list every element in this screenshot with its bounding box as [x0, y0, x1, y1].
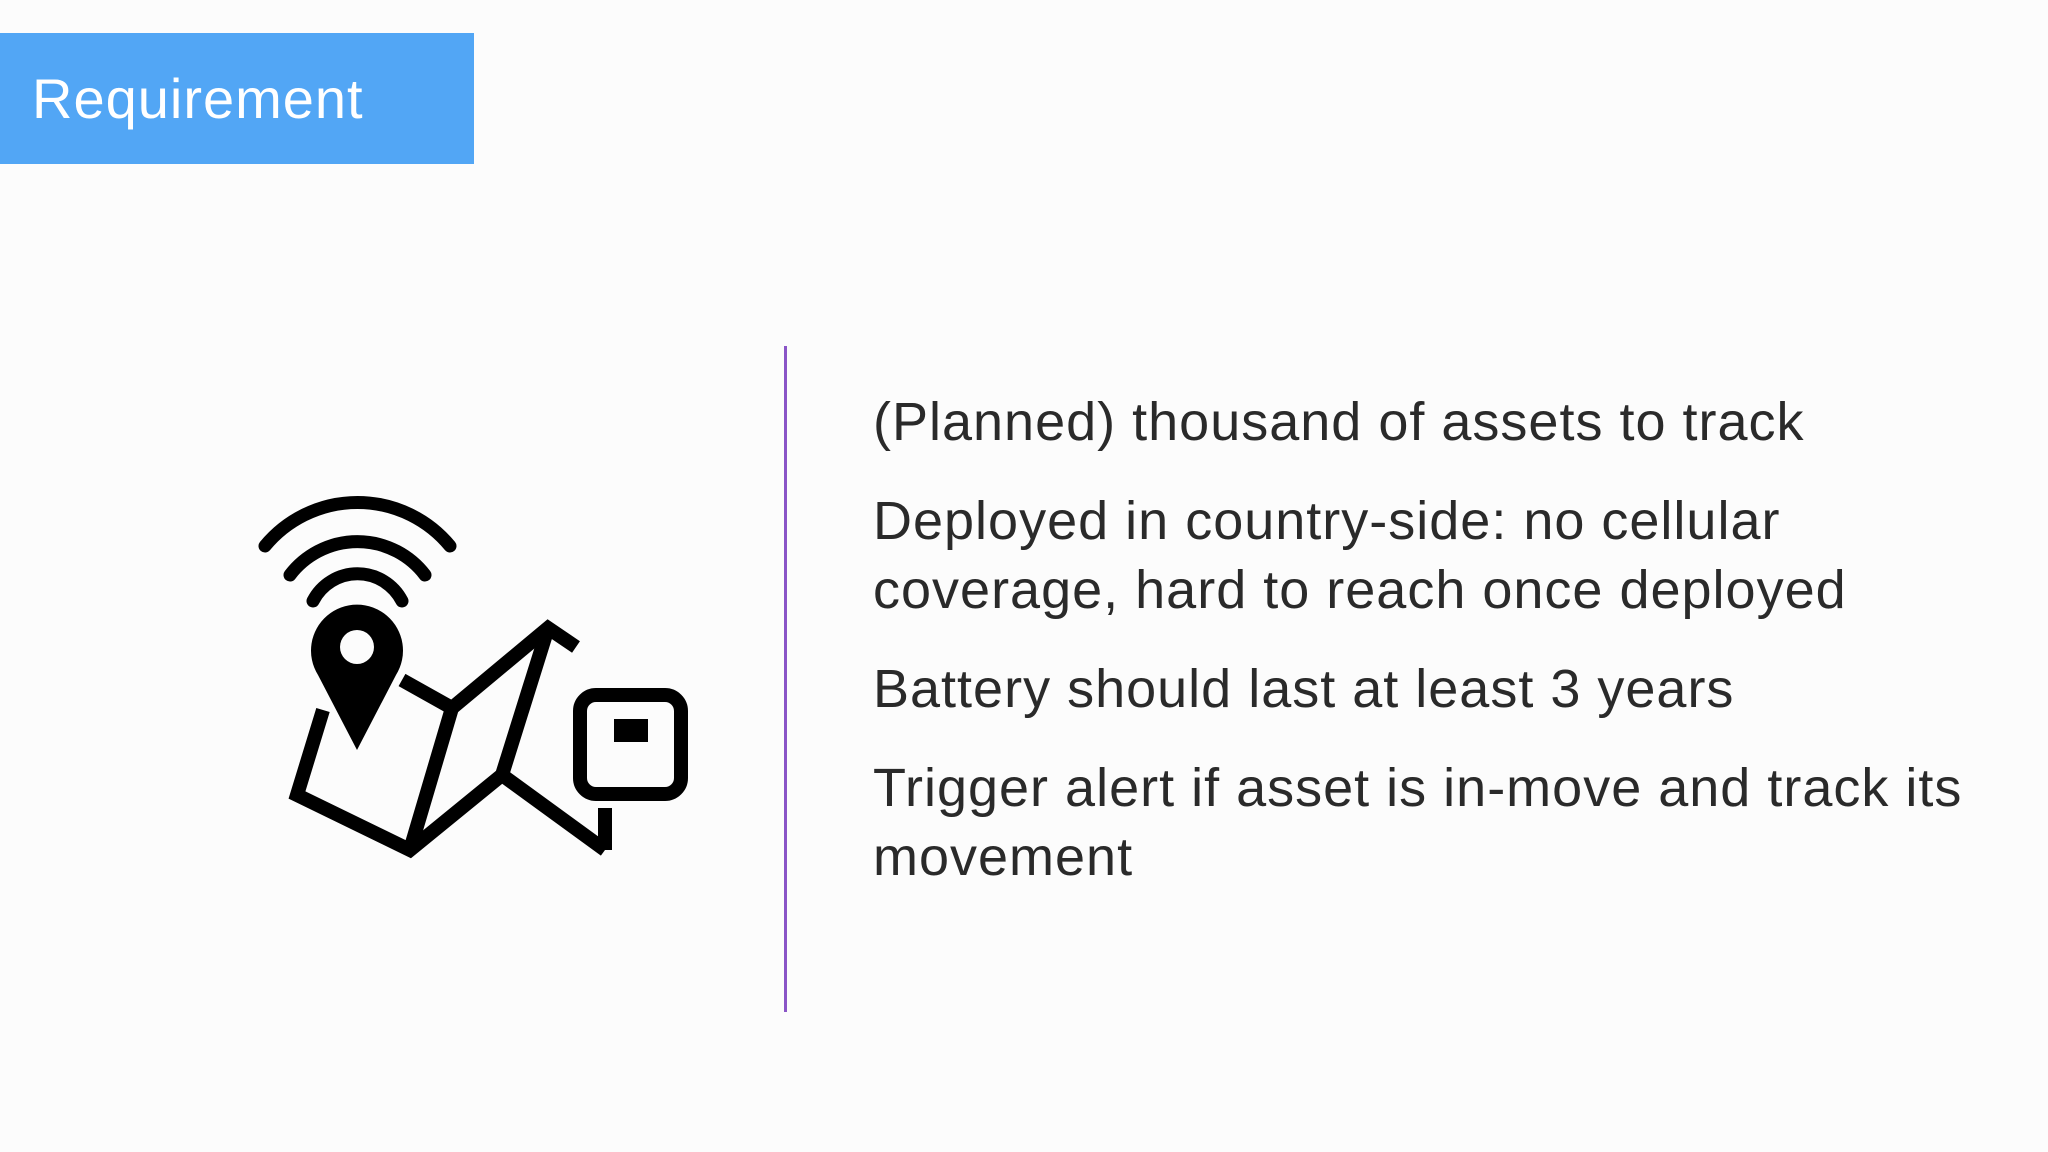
requirement-item: Deployed in country-side: no cellular coverage, hard to reach once deployed: [873, 491, 1847, 620]
slide-title: Requirement: [32, 66, 364, 130]
location-pin-icon: [311, 605, 403, 750]
asset-tracking-icon: [240, 480, 700, 870]
package-box-icon: [580, 695, 681, 794]
vertical-divider: [784, 346, 787, 1012]
title-banner: [0, 33, 474, 164]
requirements-list: [873, 388, 1993, 922]
requirement-item: Battery should last at least 3 years: [873, 659, 1735, 719]
asset-tracking-illustration: [240, 480, 700, 870]
wifi-signal-icon: [265, 502, 450, 601]
requirement-item: (Planned) thousand of assets to track: [873, 392, 1805, 452]
requirement-item: Trigger alert if asset is in-move and track its movement: [873, 758, 1963, 887]
